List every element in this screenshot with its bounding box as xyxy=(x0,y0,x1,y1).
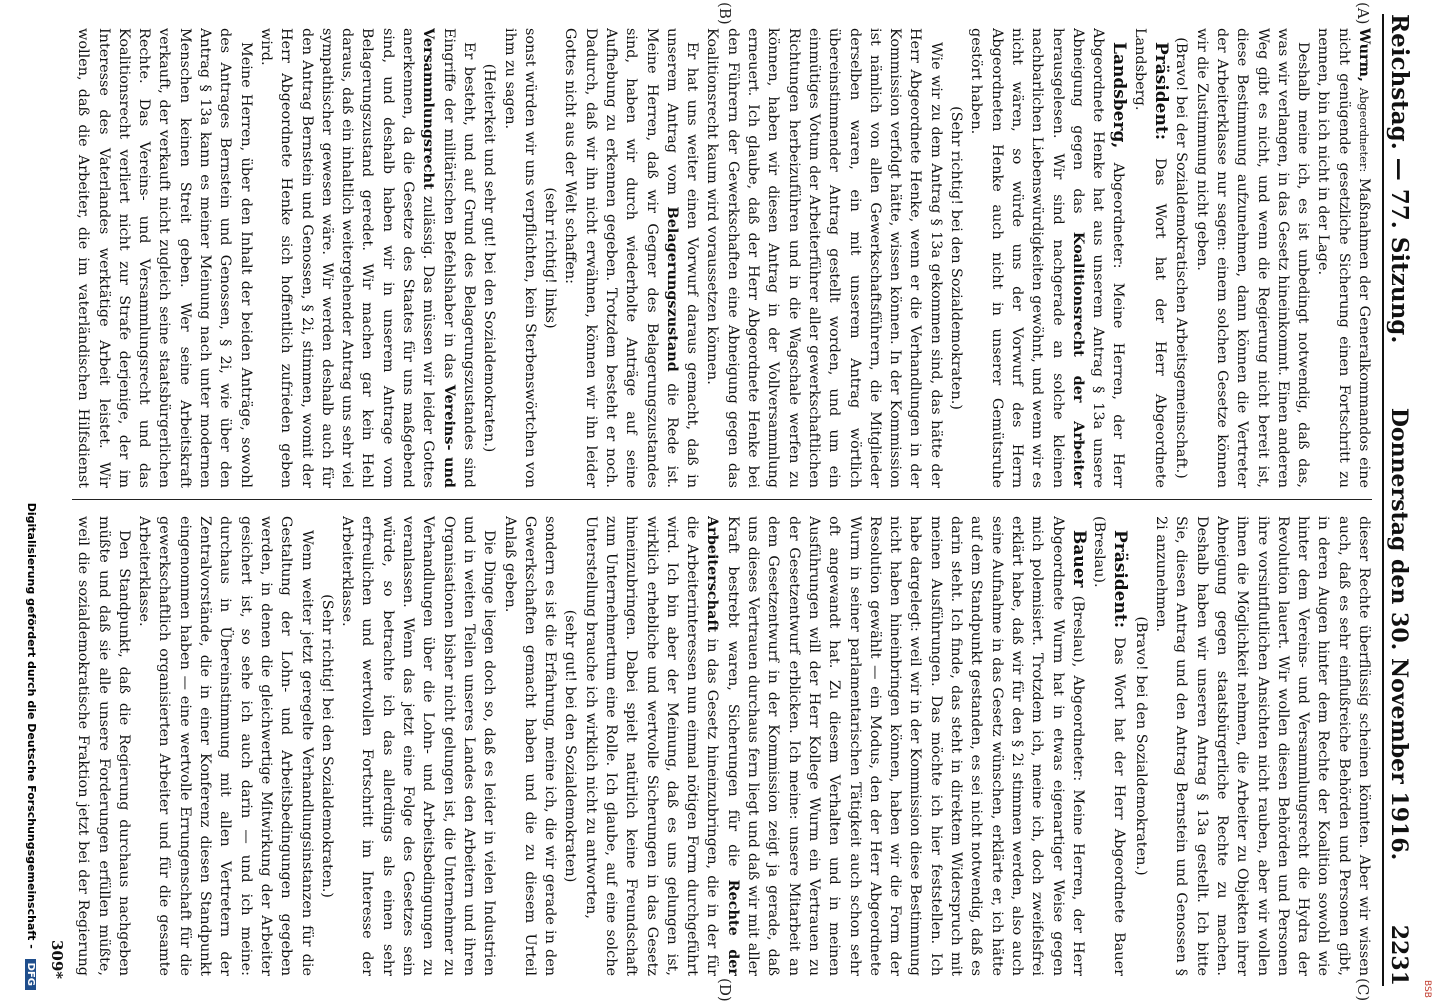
column-divider xyxy=(72,499,1372,500)
paragraph xyxy=(1313,28,1374,488)
paragraph-text: in das Gesetz hineinzubringen, die in der für die Arbeiterinteressen nun einmal nötigen Form durchgeführt wird. Ich bin aber der Meinung, daß es uns gelungen ist, wirklich erhebliche und wertvolle Sicherungen in das Gesetz hineinzubringen. Dabei spielt natürlich keine Freundschaft zum Unternehmertum eine Rolle. Ich glaube, auf eine solche Unterstellung brauche ich wirklich nicht zu antworten, xyxy=(582,516,721,976)
margin-mark-c: (C) xyxy=(1354,978,1372,1002)
running-head xyxy=(1386,14,1430,986)
paragraph-text: Maßnahmen der Generalkommandos eine nicht genügende gesetzliche Sicherung einen Fortschritt zu nennen, bin ich nicht in der Lage. xyxy=(1315,28,1372,488)
speaker-name: Wurm, xyxy=(1356,28,1373,82)
margin-mark-b: (B) xyxy=(716,2,734,25)
signature-number: 309* xyxy=(48,940,66,980)
paragraph: Deshalb meine ich, es ist unbedingt notwendig, daß das, was wir verlangen, in das Gesetz hineinkommt. Einen anderen Weg gibt es nicht, und wenn die Regierung nicht bereit ist, diese Bestimmung aufzunehmen, dann können die Vertreter der Arbeiterklasse nur sagen: einem solchen Gesetze können wir die Zustimmung nicht geben. xyxy=(1193,28,1312,488)
speaker-name: Landsberg, xyxy=(1109,42,1130,149)
interjection: (sehr gut! bei den Sozialdemokraten) xyxy=(562,609,579,883)
header-date: Donnerstag den 30. November 1916. xyxy=(1386,407,1412,861)
left-column xyxy=(72,28,1374,488)
paragraph: Meine Herren, über den Inhalt der beiden Anträge, sowohl des Antrages Bernstein und Genossen, § 2i, wie über den Antrag § 13a kann es meiner Meinung nach unter modernen Menschen keinen Streit geben. Wer seine Arbeitskraft verkauft, der verkauft nicht zugleich seine staatsbürgerlichen Rechte. Das Vereins- und Versammlungsrecht und das Koalitionsrecht verliert nicht zur Strafe derjenige, der im Interesse des Vaterlandes werktätige Arbeit leistet. Wir wollen, daß die Arbeiter, die im vaterländischen Hilfsdienst xyxy=(75,28,254,488)
digitization-credit xyxy=(16,10,38,990)
speaker-role: Abgeordneter: xyxy=(1357,87,1371,173)
dfg-logo: DFG xyxy=(26,959,37,990)
interjection: (Bravo! bei der Sozialdemokratischen Arbeitsgemeinschaft.) xyxy=(1173,37,1190,479)
interjection: (Sehr richtig! bei den Sozialdemokraten.) xyxy=(948,106,965,410)
paragraph: sonst würden wir uns verpflichten, kein Sterbenswörtchen von ihm zu sagen. xyxy=(501,28,538,488)
paragraph-text: die Rede ist. Meine Herren, daß wir Gegner des Belagerungszustandes sind, haben wir durch wiederholte Anträge auf seine Aufhebung zu erkennen gegeben. Trotzdem besteht er noch. Dadurch, daß wir ihn nicht erwähnen, können wir ihn leider Gottes nicht aus der Welt schaffen: xyxy=(562,28,680,488)
bsb-mark: BSB xyxy=(1422,980,1432,998)
paragraph-text: Das Wort hat der Herr Abgeordnete Bauer (Breslau). xyxy=(1091,516,1128,976)
president-label: Präsident: xyxy=(1151,42,1172,140)
paragraph xyxy=(256,28,479,488)
paragraph xyxy=(1129,28,1171,488)
credit-text: Digitalisierung gefördert durch die Deutsche Forschungsgemeinschaft - xyxy=(25,502,38,949)
paragraph-text: herausgelesen. Wir sind nachgerade an solche kleinen nachbarlichen Liebenswürdigkeiten gewöhnt, und wenn wir es nicht wären, so würde uns der Vorwurf des Herrn Abgeordneten Henke auch nicht in unserer Gemütsruhe gestört haben. xyxy=(968,28,1066,488)
paragraph-text: Das Wort hat der Herr Abgeordnete Landsberg. xyxy=(1131,28,1169,488)
paragraph: Wie wir zu dem Antrag § 13a gekommen sind, das hätte der Herr Abgeordnete Henke, wenn er die Verhandlungen in der Kommission verfolgt hätte, wissen können. In der Kommission ist nämlich von allen Gewerkschaftsführern, die Mitglieder derselben waren, ein mit unserem Antrag wörtlich übereinstimmender Antrag gestellt worden, und um ein einmütiges Votum der Arbeiterführer aller gewerkschaftlichen Richtungen herbeizuführen und in die Wagschale werfen zu können, haben wir diesen Antrag in der Vollversammlung erneuert. Ich glaube, daß der Herr Abgeordnete Henke bei den Führern der Gewerkschaften eine Abneigung gegen das Koalitionsrecht kaum wird voraussetzen können. xyxy=(704,28,944,488)
interjection: (Heiterkeit und sehr gut! bei den Sozialdemokraten.) xyxy=(481,63,498,453)
header-rule xyxy=(1382,14,1384,986)
bold-term: Belagerungszustand xyxy=(663,206,681,372)
margin-mark-d: (D) xyxy=(716,978,734,1002)
paragraph-text: zulässig. Das müssen wir leider Gottes anerkennen, da die Gesetze des Staates für uns maßgebend sind, und deshalb haben wir in unserem Antrage vom Belagerungszustand geredet. Wir machen gar kein Hehl daraus, daß ein inhaltlich weitergehender Antrag uns sehr viel sympathischer gewesen wäre. Wir werden deshalb auch für den Antrag Bernstein und Genossen, § 2i, stimmen, womit der Herr Abgeordnete Henke sich hoffentlich zufrieden geben wird. xyxy=(257,28,437,488)
paragraph: sondern es ist die Erfahrung, meine ich, die wir gerade in den Gewerkschaften gemacht haben und die zu diesem Urteil Anlaß geben. xyxy=(501,516,559,976)
paragraph-text: Abgeordneter: Meine Herren, der Herr Abgeordnete Henke hat aus unserem Antrag § 13a unsere Abneigung gegen das xyxy=(1069,28,1127,488)
bold-term: Koalitionsrecht der Arbeiter xyxy=(1069,231,1087,488)
paragraph: dieser Rechte überflüssig scheinen könnten. Aber wir wissen auch, daß es sehr einflußreiche Behörden und Personen gibt, in deren Augen hinter dem Rechte der Koalition sowohl wie hinter dem Vereins- und Versammlungsrecht die Hydra der Revolution lauert. Wir wollen diesen Behörden und Personen ihre vorsintflutlichen Ansichten nicht rauben, aber wir wollen ihnen die Möglichkeit nehmen, die Arbeiter zu Objekten ihrer Abneigung gegen staatsbürgerliche Rechte zu machen. Deshalb haben wir unseren Antrag § 13a gestellt. Ich bitte Sie, diesen Antrag und den Antrag Bernstein und Genossen § 2i anzunehmen. xyxy=(1153,516,1372,976)
paragraph xyxy=(966,28,1129,488)
right-column xyxy=(72,516,1374,976)
paragraph-text: (Breslau), Abgeordneter: Meine Herren, der Herr Abgeordnete Wurm hat in etwas eigenartiger Weise gegen mich polemisiert. Trotzdem ich, meine ich, doch zweifelsfrei erklärt habe, daß wir für den § 2i stimmen werden, also auch seine Aufnahme in das Gesetz wünschen, erklärte er, ich hätte auf dem Standpunkt gestanden, es sei nicht notwendig, daß es darin steht. Ich finde, das steht in direktem Widerspruch mit meinen Ausführungen. Das möchte ich hier feststellen. Ich habe dargelegt: weil wir in der Kommission diese Bestimmung nicht haben hineinbringen können, haben wir die Form der Resolution gewählt — ein Modus, den der Herr Abgeordnete Wurm in seiner parlamentarischen Tätigkeit auch schon sehr oft angewandt hat. Zu diesem Verhalten und in meinen Ausführungen will der Herr Kollege Wurm ein Vertrauen zu der Gesetzentwurf erblicken. Ich meine: unsere Mitarbeit an dem Gesetzentwurf in der Kommission zeigt ja gerade, daß uns dieses Vertrauen durchaus fern liegt und daß wir mit aller Kraft bestrebt waren, Sicherungen für die xyxy=(724,516,1086,976)
paragraph xyxy=(560,28,702,488)
bold-term: Rechte der Arbeiterschaft xyxy=(704,516,742,976)
president-label: Präsident: xyxy=(1110,530,1131,628)
interjection: (Sehr richtig! bei den Sozialdemokraten.) xyxy=(318,594,335,898)
speaker-name: Bauer xyxy=(1068,530,1089,588)
paragraph-text: Er besteht, und auf Grund des Belagerungszustandes sind Eingriffe der militärischen Befehlshaber in das xyxy=(440,28,477,488)
margin-mark-a: (A) xyxy=(1354,2,1372,25)
paragraph: Den Standpunkt, daß die Regierung durchaus nachgeben müßte und daß sie alle unsere Forderungen erfüllen müßte, weil die sozialdemokratische Fraktion jetzt bei der Regierung xyxy=(75,516,132,976)
interjection: (Bravo! bei den Sozialdemokraten.) xyxy=(1132,616,1149,876)
paragraph: Wenn weiter jetzt geregelte Verhandlungsinstanzen für die Gestaltung der Lohn- und Arbeitsbedingungen gegeben werden, in denen die gleichwertige Mitwirkung der Arbeiter gesichert ist, so sehe ich auch darin — und ich meine: durchaus in Übereinstimmung mit allen Vertretern der Zentralvorstände, die in einer Konferenz diesen Standpunkt eingenommen haben — eine wertvolle Errungenschaft für die gewerkschaftlich organisierten Arbeiter und für die gesamte Arbeiterklasse. xyxy=(136,516,315,976)
paragraph xyxy=(580,516,1088,976)
interjection: (sehr richtig! links) xyxy=(542,187,559,329)
bold-term: Vereins- und Versammlungsrecht xyxy=(420,28,458,488)
header-session: Reichstag. — 77. Sitzung. xyxy=(1386,14,1413,344)
header-page-number: 2231 xyxy=(1386,924,1412,986)
paragraph: Die Dinge liegen doch so, daß es leider in vielen Industrien und in weiten Teilen unseres Landes den Arbeitern und ihren Organisationen bisher nicht gelungen ist, die Unternehmer zu Verhandlungen über die Lohn- und Arbeitsbedingungen zu veranlassen. Wenn das jetzt eine Folge des Gesetzes sein würde, so betrachte ich das allerdings als einen sehr erfreulichen und wertvollen Fortschritt im Interesse der Arbeiterklasse. xyxy=(339,516,498,976)
paragraph-text: Er hat uns weiter einen Vorwurf daraus gemacht, daß in unserem Antrag vom xyxy=(663,28,701,488)
paragraph xyxy=(1089,516,1131,976)
